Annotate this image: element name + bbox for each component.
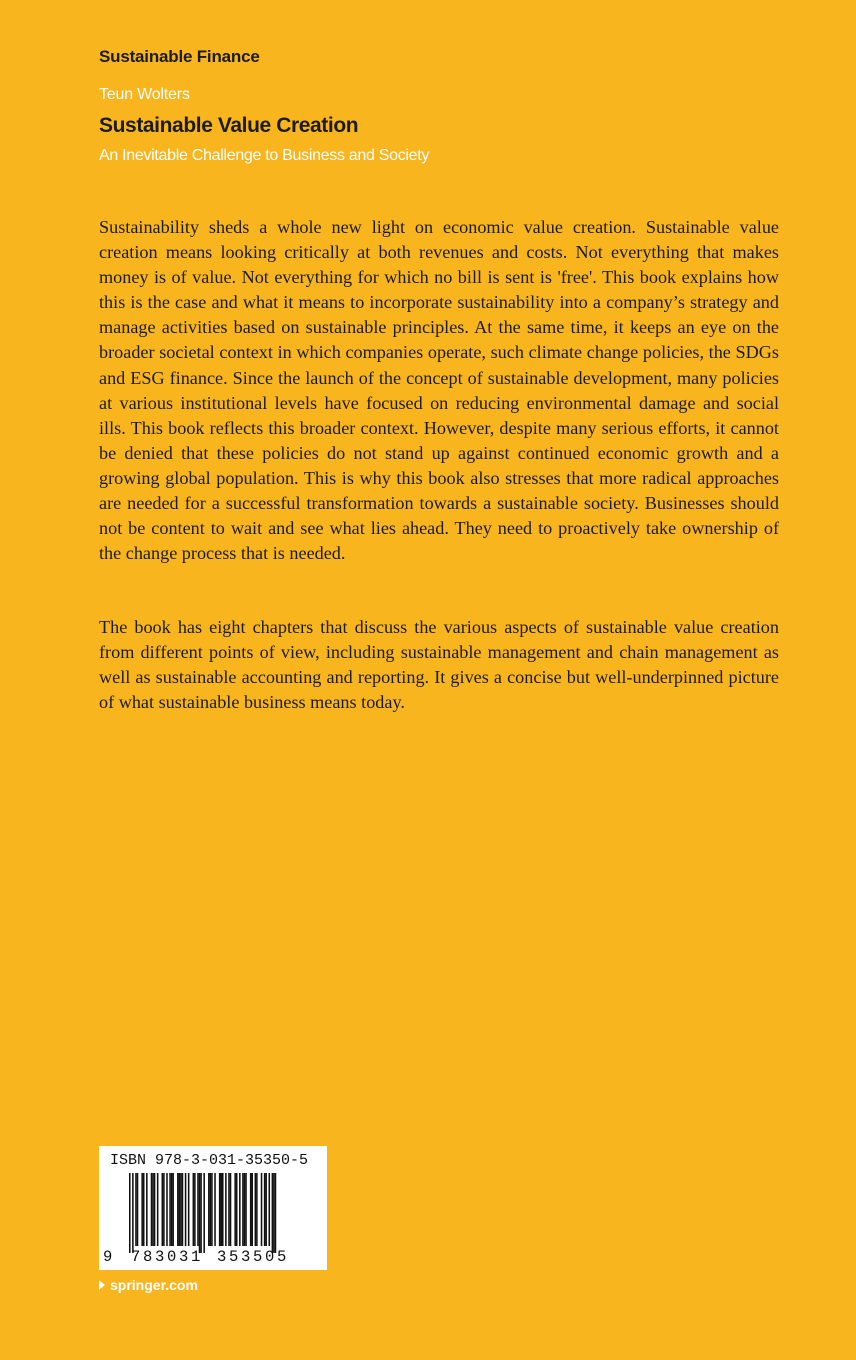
- barcode-bar: [230, 1173, 232, 1246]
- barcode-bar: [193, 1173, 195, 1246]
- author-name: Teun Wolters: [99, 86, 190, 103]
- barcode-bar: [214, 1173, 216, 1246]
- barcode-bar: [151, 1173, 153, 1246]
- barcode-bar: [242, 1173, 244, 1246]
- blurb-paragraph-1: Sustainability sheds a whole new light on economic value creation. Sustainable value creation means looking critically at both revenues and costs. Not everything that makes money is of value. Not everything for which no bill is sent is 'free'. This book explains how this is the case and what it means to incorporate sustainability into a company’s strategy and manage activities based on sustainable principles. At the same time, it keeps an eye on the broader societal context in which companies operate, such climate change policies, the SDGs and ESG finance. Since the launch of the concept of sustainable development, many policies at various institutional levels have focused on reducing environmental damage and social ills. This book reflects this broader context. However, despite many serious efforts, it cannot be denied that these policies do not stand up against continued economic growth and a growing global population. This is why this book also stresses that more radical approaches are needed for a successful transformation towards a sustainable society. Businesses should not be content to wait and see what lies ahead. They need to proactively take ownership of the change process that is needed.: [99, 217, 779, 564]
- series-title: Sustainable Finance: [99, 47, 260, 66]
- barcode-bar: [197, 1173, 199, 1246]
- barcode-bar: [129, 1173, 131, 1253]
- barcode-bar: [244, 1173, 246, 1246]
- springer-link[interactable]: [99, 1277, 198, 1293]
- barcode-bar: [265, 1173, 267, 1246]
- barcode-digit: 3: [179, 1248, 189, 1266]
- barcode-bar: [169, 1173, 171, 1246]
- barcode-bar: [208, 1173, 210, 1246]
- barcode-bar: [251, 1173, 253, 1246]
- barcode-bar: [199, 1173, 201, 1253]
- barcode-bar: [135, 1173, 137, 1246]
- barcode-bar: [154, 1173, 156, 1246]
- barcode-bar: [261, 1173, 263, 1246]
- blurb-paragraph-2: The book has eight chapters that discuss the various aspects of sustainable value creation from different points of view, including sustainable management and chain management as well as sustainable accounting and reporting. It gives a concise but well-underpinned picture of what sustainable business means today.: [99, 617, 779, 713]
- barcode-digit: 8: [143, 1248, 153, 1266]
- barcode-digit: 0: [265, 1248, 275, 1266]
- barcode-bar: [203, 1173, 205, 1253]
- barcode-digit: 0: [167, 1248, 177, 1266]
- barcode-bar: [239, 1173, 241, 1246]
- barcode-bar: [228, 1173, 230, 1246]
- barcode-bar: [273, 1173, 275, 1253]
- barcode-bar: [269, 1173, 271, 1246]
- barcode-bar: [171, 1173, 173, 1246]
- book-subtitle: An Inevitable Challenge to Business and Society: [99, 147, 430, 164]
- barcode-bar: [264, 1173, 266, 1246]
- barcode-bar: [234, 1173, 236, 1246]
- barcode-bar: [210, 1173, 212, 1246]
- barcode-bar: [163, 1173, 165, 1246]
- isbn-label: ISBN 978-3-031-35350-5: [110, 1152, 309, 1169]
- barcode-digit: 1: [191, 1248, 201, 1266]
- barcode-bar: [182, 1173, 184, 1246]
- barcode-bar: [141, 1173, 143, 1246]
- barcode-bar: [225, 1173, 227, 1246]
- barcode-digit: 9: [103, 1248, 113, 1266]
- barcode-bar: [222, 1173, 224, 1246]
- barcode-bar: [132, 1173, 134, 1253]
- barcode-bar: [275, 1173, 277, 1253]
- barcode-bar: [200, 1173, 202, 1253]
- barcode-bar: [272, 1173, 274, 1253]
- barcode-bar: [194, 1173, 196, 1246]
- barcode-bar: [179, 1173, 181, 1246]
- barcode-digit: 3: [217, 1248, 227, 1266]
- barcode-bar: [172, 1173, 174, 1246]
- barcode-bar: [188, 1173, 190, 1246]
- barcode-digit: 5: [253, 1248, 263, 1266]
- barcode-digit: 5: [277, 1248, 287, 1266]
- arrow-right-icon: [99, 1280, 105, 1290]
- barcode-bar: [245, 1173, 247, 1246]
- barcode-bar: [146, 1173, 148, 1246]
- barcode-bar: [250, 1173, 252, 1246]
- springer-link-text: springer.com: [110, 1277, 198, 1293]
- barcode-digit: 3: [241, 1248, 251, 1266]
- barcode-bar: [255, 1173, 257, 1246]
- barcode-bar: [157, 1173, 159, 1246]
- barcode-digit: 5: [229, 1248, 239, 1266]
- barcode-bar: [219, 1173, 221, 1246]
- barcode-bar: [152, 1173, 154, 1246]
- barcode-bar: [180, 1173, 182, 1246]
- barcode-digits: [99, 1248, 327, 1268]
- book-title: Sustainable Value Creation: [99, 114, 359, 137]
- barcode-digit: 7: [131, 1248, 141, 1266]
- barcode-bar: [236, 1173, 238, 1246]
- barcode-bar: [220, 1173, 222, 1246]
- barcode-digit: 3: [155, 1248, 165, 1266]
- barcode-bar: [177, 1173, 179, 1246]
- barcode-bar: [256, 1173, 258, 1246]
- barcode-bar: [143, 1173, 145, 1246]
- barcode-bar: [166, 1173, 168, 1246]
- barcode: [99, 1146, 327, 1270]
- barcode-bar: [185, 1173, 187, 1246]
- barcode-bar: [137, 1173, 139, 1246]
- barcode-bar: [162, 1173, 164, 1246]
- barcode-bar: [211, 1173, 213, 1246]
